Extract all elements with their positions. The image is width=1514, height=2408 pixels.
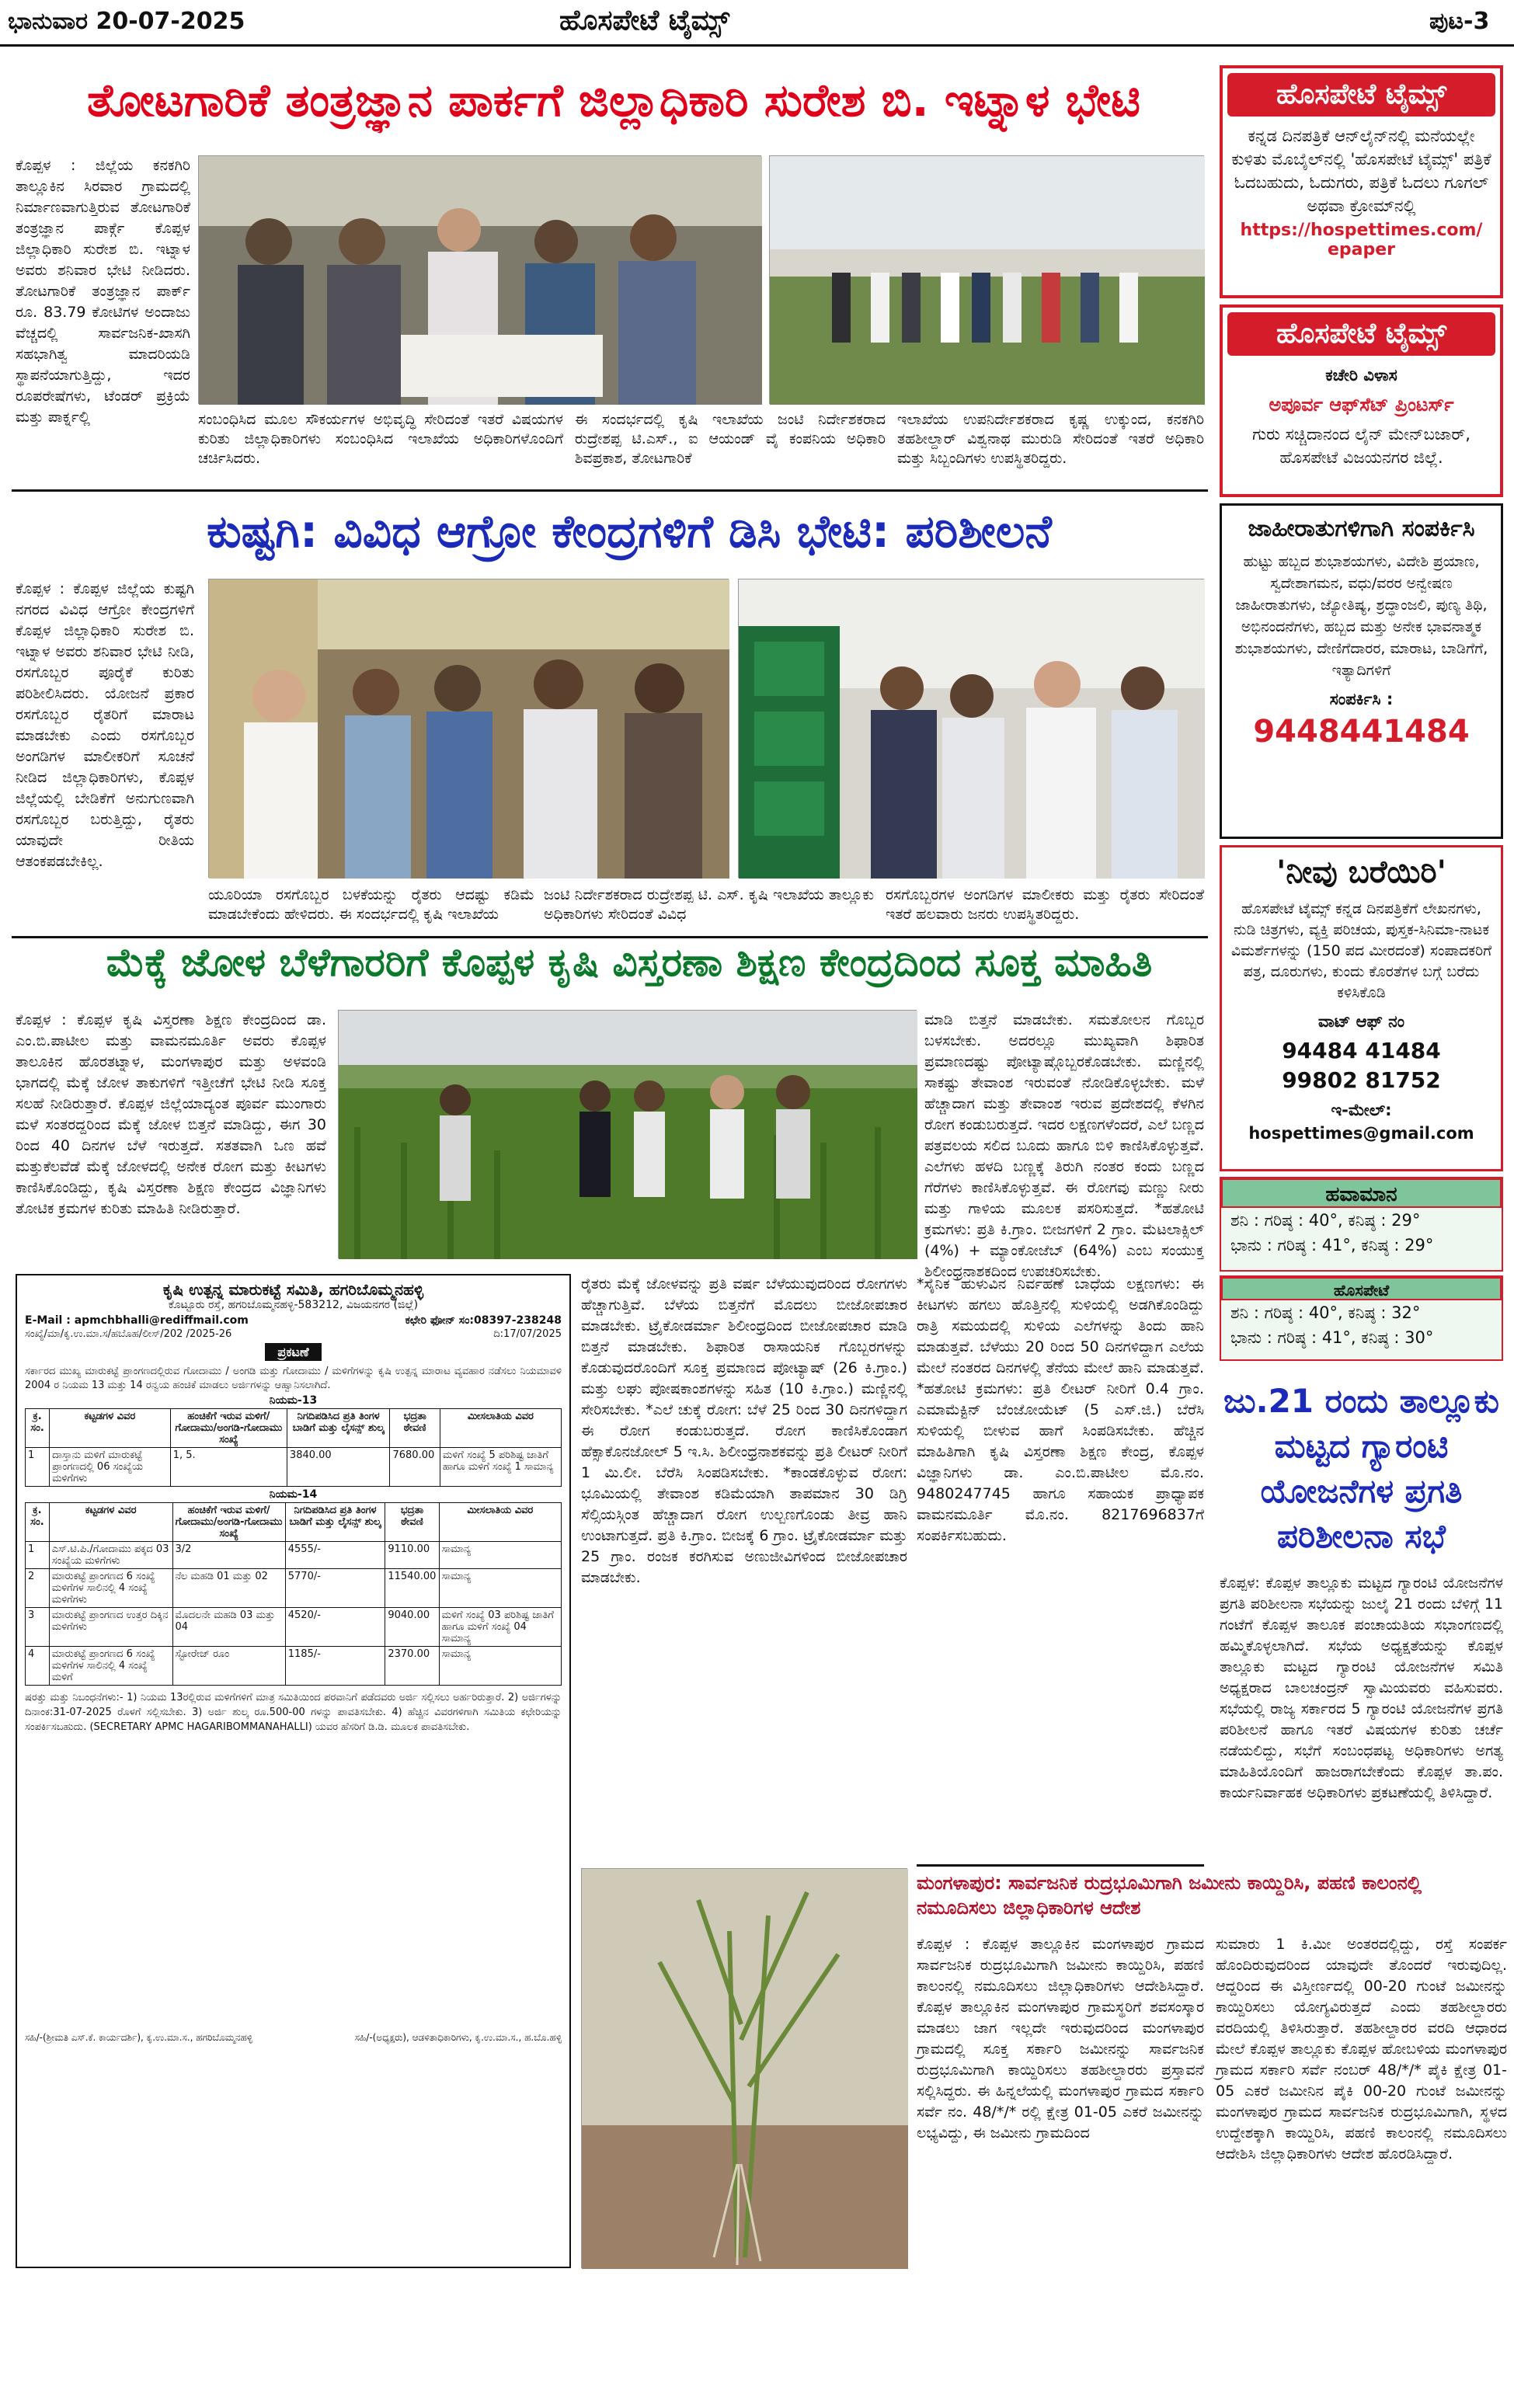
- apmc-table-14: [25, 1502, 562, 1686]
- cell: 4555/-: [285, 1542, 385, 1569]
- cell: 3840.00: [287, 1448, 390, 1487]
- epaper-url[interactable]: https://hospettimes.com/: [1240, 221, 1483, 240]
- story4-body-right: ಸುಮಾರು 1 ಕಿ.ಮೀ ಅಂತರದಲ್ಲಿದ್ದು, ರಸ್ತೆ ಸಂಪರ್ಕ ಹೊಂದಿರುವುದರಿಂದ ಯಾವುದೇ ತೊಂದರೆ ಇರುವುದಿಲ್ಲ. ಆದ್ದರಿಂದ ಈ ವಿಸ್ತೀರ್ಣದಲ್ಲಿ 00-20 ಗುಂಟೆ ಜಮೀನನ್ನು ಕಾಯ್ದಿರಿಸಲು ಯೋಗ್ಯವಿರುತ್ತದೆ ಎಂದು ತಹಶೀಲ್ದಾರರು ವರದಿಯಲ್ಲಿ ತಿಳಿಸಿರುತ್ತಾರೆ. ತಹಶೀಲ್ದಾರರ ವರದಿ ಆಧಾರದ ಮೇಲೆ ಕೊಪ್ಪಳ ತಾಲ್ಲೂಕು ಕೊಪ್ಪಳ ಹೋಬಳಿಯ ಮಂಗಳಾಪುರ ಗ್ರಾಮದ ಸರ್ಕಾರಿ ಸರ್ವೆ ನಂಬರ್ 48/*/* ಪೈಕಿ ಕ್ಷೇತ್ರ 01-05 ಎಕರೆ ಜಮೀನಿನ ಪೈಕಿ 00-20 ಗುಂಟೆ ಜಮೀನನ್ನು ಮಂಗಳಾಪುರ ಗ್ರಾಮದ ಸಾರ್ವಜನಿಕ ರುದ್ರಭೂಮಿಗಾಗಿ, ಸ್ಥಳದ ಉದ್ದೇಶಕ್ಕಾಗಿ ಕಾಯ್ದಿರಿಸಿ, ಪಹಣಿ ಕಾಲಂನಲ್ಲಿ ನಮೂದಿಸಲು ಆದೇಶಿಸಿ ಜಿಲ್ಲಾಧಿಕಾರಿಗಳು ಆದೇಶ ಹೊರಡಿಸಿದ್ದಾರೆ.: [1216, 1936, 1507, 2163]
- story3-body-right1: ಮಾಡಿ ಬಿತ್ತನೆ ಮಾಡಬೇಕು. ಸಮತೋಲನ ಗೊಬ್ಬರ ಬಳಸಬೇಕು. ಅದರಲ್ಲೂ ಮುಖ್ಯವಾಗಿ ಶಿಫಾರಿತ ಪ್ರಮಾಣದಷ್ಟು ಪೋಟ್ಯಾಷ್ಗೊಬ್ಬರಕೊಡಬೇಕು. ಮಣ್ಣಿನಲ್ಲಿ ಸಾಕಷ್ಟು ತೇವಾಂಶ ಇರುವಂತೆ ನೋಡಿಕೊಳ್ಳಬೇಕು. ಮಳೆ ಹೆಚ್ಚಾದಾಗ ಮತ್ತು ತೇವಾಂಶ ಇರುವ ಪ್ರದೇಶದಲ್ಲಿ ಕೆಳಗಿನ ರೋಗ ಕಂಡುಬರುತ್ತದೆ. ಇದರ ಲಕ್ಷಣಗಳೆಂದರೆ, ಎಲೆ ಬಣ್ಣದ ಪತ್ರವಲಯ ಸಲಿದ ಬೂದು ಹಾಗೂ ಬಿಳಿ ಕಾಣಿಸಿಕೊಳ್ಳುತ್ತವೆ. ಎಲೆಗಳು ಹಳದಿ ಬಣ್ಣಕ್ಕೆ ತಿರುಗಿ ನಂತರ ಕಂದು ಬಣ್ಣದ ಗೆರೆಗಳು ಕಾಣಿಸಿಕೊಳ್ಳುತ್ತವೆ. ಈ ರೋಗವು ಮಣ್ಣು ನೀರು ಮತ್ತು ಗಾಳಿಯ ಮೂಲಕ ಪಸರಿಸುತ್ತದೆ. *ಹತೋಟಿ ಕ್ರಮಗಳು: ಪ್ರತಿ ಕಿ.ಗ್ರಾಂ. ಬೀಜಗಳಿಗೆ 2 ಗ್ರಾಂ. ಮೆಟಲಾಕ್ಸಿಲ್ (4%) + ಮ್ಯಾಂಕೋಜೆಬ್ (64%) ಎಂಬ ಸಂಯುಕ್ತ ಶಿಲೀಂಧ್ರನಾಶಕದಿಂದ ಉಪಚರಿಸಬೇಕು.: [924, 1011, 1204, 1280]
- cell: 1185/-: [285, 1647, 385, 1686]
- writer-phone1: 94484 41484: [1282, 1038, 1441, 1063]
- story1-caption3: ಇಲಾಖೆಯ ಉಪನಿರ್ದೇಶಕರಾದ ಕೃಷ್ಣ ಉಕ್ಕುಂದ, ಕನಕಗಿರಿ ತಹಶೀಲ್ದಾರ್ ವಿಶ್ವನಾಥ ಮುರುಡಿ ಸೇರಿದಂತೆ ಇತರೆ ಅಧಿಕಾರಿ ಮತ್ತು ಸಿಬ್ಬಂದಿಗಳು ಉಪಸ್ಥಿತರಿದ್ದರು.: [897, 411, 1204, 467]
- story1-headline: ತೋಟಗಾರಿಕೆ ತಂತ್ರಜ್ಞಾನ ಪಾರ್ಕಗೆ ಜಿಲ್ಲಾಧಿಕಾರಿ ಸುರೇಶ ಬಿ. ಇಟ್ನಾಳ ಭೇಟಿ: [86, 74, 1141, 127]
- col-header: ಮೀಸಲಾತಿಯ ವಿವರ: [439, 1503, 561, 1542]
- ads-text: ಹುಟ್ಟು ಹಬ್ಬದ ಶುಭಾಶಯಗಳು, ವಿದೇಶಿ ಪ್ರಯಾಣ, ಸ್ವದೇಶಾಗಮನ, ವಧು/ವರರ ಅನ್ವೇಷಣ ಜಾಹೀರಾತುಗಳು, ಜ್ಯೋತಿಷ್ಯ, ಶ್ರದ್ಧಾಂಜಲಿ, ಪುಣ್ಯ ತಿಥಿ, ಅಭಿನಂದನೆಗಳು, ಹಬ್ಬದ ಮತ್ತು ಅನೇಕ ಭಾವನಾತ್ಮಕ ಶುಭಾಶಯಗಳು, ದೇಣಿಗೆದಾರರ, ಮಾರಾಟ, ಬಾಡಿಗೆಗೆ, ಇತ್ಯಾದಿಗಳಿಗೆ: [1234, 553, 1488, 679]
- table-row: [26, 1542, 562, 1569]
- weather-row: ಶನಿ : ಗರಿಷ್ಠ : 40°, ಕನಿಷ್ಠ : 29°: [1230, 1211, 1421, 1230]
- cell: 3/2: [172, 1542, 285, 1569]
- divider: [12, 489, 1208, 492]
- story3-body-mid: ರೈತರು ಮೆಕ್ಕೆ ಜೋಳವನ್ನು ಪ್ರತಿ ವರ್ಷ ಬೆಳೆಯುವುದರಿಂದ ರೋಗಗಳು ಹೆಚ್ಚಾಗುತ್ತಿವೆ. ಬೆಳೆಯ ಬಿತ್ತನೆಗೆ ಮೊದಲು ಬೀಜೋಪಚಾರ ಮಾಡಬೇಕು. ಟ್ರೈಕೋಡರ್ಮಾ ಶಿಲೀಂಧ್ರದಿಂದ ಬೀಜೋಪಚಾರ ಮಾಡಿ ಬಿತ್ತನೆ ಮಾಡಬೇಕು. ಶಿಫಾರಿತ ರಾಸಾಯನಿಕ ಗೊಬ್ಬರಗಳನ್ನು ಕೊಡುವುದರೊಂದಿಗೆ ಸೂಕ್ತ ಪ್ರಮಾಣದ ಪೋಟ್ಯಾಷ್ (26 ಕಿ.ಗ್ರಾಂ.) ಮತ್ತು ಲಘು ಪೋಷಕಾಂಶಗಳನ್ನು ಸಹಿತ (10 ಕಿ.ಗ್ರಾಂ.) ಮಣ್ಣಿನಲ್ಲಿ ಸೇರಿಸಬೇಕು. *ಎಲೆ ಚುಕ್ಕೆ ರೋಗ: ಬೆಳೆ 25 ರಿಂದ 30 ದಿನಗಳಿದ್ದಾಗ ಈ ರೋಗ ಕಂಡುಬರುತ್ತದೆ. ರೋಗ ಕಾಣಿಸಿಕೊಂಡಾಗ ಹೆಕ್ಸಾಕೊನಜೋಲ್ 5 ಇ.ಸಿ. ಶಿಲೀಂಧ್ರನಾಶಕವನ್ನು ಪ್ರತಿ ಲೀಟರ್ ನೀರಿಗೆ 1 ಮಿ.ಲೀ. ಬೆರೆಸಿ ಸಿಂಪಡಿಸಬೇಕು. *ಕಾಂಡಕೊಳ್ಳುವ ರೋಗ: ಭೂಮಿಯಲ್ಲಿ ತೇವಾಂಶ ಕಡಿಮೆಯಾಗಿ ತಾಪಮಾನ 30 ಡಿಗ್ರಿ ಸೆಲ್ಸಿಯಸ್ಗಿಂತ ಹೆಚ್ಚಾದಾಗ ರೋಗ ಉಲ್ಬಣಗೊಂಡು ತೀವ್ರ ಹಾನಿ ಉಂಟಾಗುತ್ತದೆ. ಪ್ರತಿ ಕಿ.ಗ್ರಾಂ. ಬೀಜಕ್ಕೆ 6 ಗ್ರಾಂ. ಟ್ರೈಕೋಡರ್ಮಾ ಮತ್ತು 25 ಗ್ರಾಂ. ರಂಜಕ ಕರಗಿಸುವ ಅಣುಜೀವಿಗಳಿಂದ ಬೀಜೋಪಚಾರ ಮಾಡಬೇಕು.: [581, 1275, 907, 1586]
- cell: 9110.00: [385, 1542, 439, 1569]
- weather-box: [1220, 1177, 1503, 1272]
- guarantee-body: ಕೊಪ್ಪಳ: ಕೊಪ್ಪಳ ತಾಲ್ಲೂಕು ಮಟ್ಟದ ಗ್ಯಾರಂಟಿ ಯೋಜನೆಗಳ ಪ್ರಗತಿ ಪರಿಶೀಲನಾ ಸಭೆಯನ್ನು ಜುಲೈ 21 ರಂದು ಬೆಳಿಗ್ಗೆ 11 ಗಂಟೆಗೆ ಕೊಪ್ಪಳ ತಾಲೂಕ ಪಂಚಾಯತಿಯ ಸಭಾಂಗಣದಲ್ಲಿ ಹಮ್ಮಿಕೊಳ್ಳಲಾಗಿದೆ. ಸಭೆಯ ಅಧ್ಯಕ್ಷತೆಯನ್ನು ಕೊಪ್ಪಳ ತಾಲ್ಲೂಕು ಮಟ್ಟದ ಗ್ಯಾರಂಟಿ ಯೋಜನೆಗಳ ಸಮಿತಿ ಅಧ್ಯಕ್ಷರಾದ ಬಾಲಚಂದ್ರನ್ ಸ್ವಾಮಿಯವರು ವಹಿಸುವರು. ಸಭೆಯಲ್ಲಿ ರಾಜ್ಯ ಸರ್ಕಾರದ 5 ಗ್ಯಾರಂಟಿ ಯೋಜನೆಗಳ ಪ್ರಗತಿ ಪರಿಶೀಲನೆ ಹಾಗೂ ಇತರೆ ವಿಷಯಗಳ ಕುರಿತು ಚರ್ಚೆ ನಡೆಯಲಿದ್ದು, ಸಭೆಗೆ ಸಂಬಂಧಪಟ್ಟ ಅಧಿಕಾರಿಗಳು ಅಗತ್ಯ ಮಾಹಿತಿಯೊಂದಿಗೆ ಹಾಜರಾಗಬೇಕೆಂದು ಕೊಪ್ಪಳ ತಾ.ಪಂ. ಕಾರ್ಯನಿರ್ವಾಹಕ ಅಧಿಕಾರಿಗಳು ಪ್ರಕಟಣೆಯಲ್ಲಿ ತಿಳಿಸಿದ್ದಾರೆ.: [1220, 1575, 1503, 1801]
- story2-body: ಕೊಪ್ಪಳ : ಕೊಪ್ಪಳ ಜಿಲ್ಲೆಯ ಕುಷ್ಟಗಿ ನಗರದ ವಿವಿಧ ಆಗ್ರೋ ಕೇಂದ್ರಗಳಿಗೆ ಕೊಪ್ಪಳ ಜಿಲ್ಲಾಧಿಕಾರಿ ಸುರೇಶ ಬಿ. ಇಟ್ನಾಳ ಅವರು ಶನಿವಾರ ಭೇಟಿ ನೀಡಿ, ರಸಗೊಬ್ಬರ ಪೂರೈಕೆ ಕುರಿತು ಪರಿಶೀಲಿಸಿದರು. ಯೋಜನೆ ಪ್ರಕಾರ ರಸಗೊಬ್ಬರ ರೈತರಿಗೆ ಮಾರಾಟ ಮಾಡಬೇಕು ಎಂದು ರಸಗೊಬ್ಬರ ಅಂಗಡಿಗಳ ಮಾಲೀಕರಿಗೆ ಸೂಚನೆ ನೀಡಿದ ಜಿಲ್ಲಾಧಿಕಾರಿಗಳು, ಕೊಪ್ಪಳ ಜಿಲ್ಲೆಯಲ್ಲಿ ಬೇಡಿಕೆಗೆ ಅನುಗುಣವಾಗಿ ರಸಗೊಬ್ಬರ ಬರುತ್ತಿದ್ದು, ರೈತರು ಯಾವುದೇ ರೀತಿಯ ಆತಂಕಪಡಬೇಕಿಲ್ಲ.: [16, 580, 194, 870]
- story1-photo-officials: [198, 155, 761, 404]
- cell: 11540.00: [385, 1569, 439, 1608]
- col-header: ಭದ್ರತಾ ಠೇವಣಿ: [390, 1409, 440, 1448]
- story2-caption3: ರಸಗೊಬ್ಬರಗಳ ಅಂಗಡಿಗಳ ಮಾಲೀಕರು ಮತ್ತು ರೈತರು ಸೇರಿದಂತೆ ಇತರೆ ಹಲವಾರು ಜನರು ಉಪಸ್ಥಿತರಿದ್ದರು.: [886, 886, 1204, 923]
- cell: ಸಾಮಾನ್ಯ: [439, 1542, 561, 1569]
- printer-name: ಅಪೂರ್ವ ಆಫ್‌ಸೆಟ್ ಪ್ರಿಂಟರ್ಸ್: [1269, 394, 1454, 416]
- apmc-rule13: ನಿಯಮ-13: [269, 1394, 318, 1407]
- page-number: ಪುಟ-3: [1429, 8, 1490, 35]
- office-address: ಗುರು ಸಚ್ಚಿದಾನಂದ ಲೈನ್ ಮೇನ್‌ಬಜಾರ್, ಹೊಸಪೇಟೆ ವಿಜಯನಗರ ಜಿಲ್ಲೆ.: [1252, 425, 1470, 467]
- apmc-ref: ಸಂಖ್ಯೆ/ಮಾ/ಕೃ.ಉ.ಮಾ.ಸ/ಹಬೊಹ/ಲೀಸ್/202 /2025-26: [25, 1328, 232, 1340]
- photo-shop-image: [209, 579, 729, 879]
- divider: [917, 1864, 1204, 1867]
- apmc-terms: ಷರತ್ತು ಮತ್ತು ನಿಬಂಧನೆಗಳು:- 1) ನಿಯಮ 13ರಲ್ಲಿರುವ ಮಳಿಗೆಗಳಿಗೆ ಮಾತ್ರ ಸಮಿತಿಯಿಂದ ಪರವಾನಿಗೆ ಪಡೆದವರು ಅರ್ಜಿ ಸಲ್ಲಿಸಲು ಅರ್ಹರಿರುತ್ತಾರೆ. 2) ಅರ್ಜಿಗಳನ್ನು ದಿನಾಂಕ:31-07-2025 ರೊಳಗೆ ಸಲ್ಲಿಸಬೇಕು. 3) ಅರ್ಜಿ ಶುಲ್ಕ ರೂ.500-00 ಗಳನ್ನು ಪಾವತಿಸಬೇಕು. 4) ಹೆಚ್ಚಿನ ವಿವರಗಳಿಗಾಗಿ ಸಮಿತಿಯ ಕಛೇರಿಯನ್ನು ಸಂಪರ್ಕಿಸಬಹುದು. (SECRETARY APMC HAGARIBOMMANAHALLI) ಯವರ ಹೆಸರಿಗೆ ಡಿ.ಡಿ. ಮೂಲಕ ಪಾವತಿಸಬೇಕು.: [25, 1692, 562, 1733]
- story3-body-left: ಕೊಪ್ಪಳ : ಕೊಪ್ಪಳ ಕೃಷಿ ವಿಸ್ತರಣಾ ಶಿಕ್ಷಣ ಕೇಂದ್ರದಿಂದ ಡಾ. ಎಂ.ಬಿ.ಪಾಟೀಲ ಮತ್ತು ವಾಮನಮೂರ್ತಿ ಅವರು ಕೊಪ್ಪಳ ತಾಲೂಕಿನ ಹೊರತಟ್ನಾಳ, ಮಂಗಳಾಪುರ ಮತ್ತು ಅಳವಂಡಿ ಭಾಗದಲ್ಲಿ ಮೆಕ್ಕೆ ಜೋಳ ತಾಕುಗಳಿಗೆ ಇತ್ತೀಚೆಗೆ ಭೇಟಿ ನೀಡಿ ಸೂಕ್ತ ಸಲಹೆ ನೀಡಿರುತ್ತಾರೆ. ಕೊಪ್ಪಳ ಜಿಲ್ಲೆಯಾದ್ಯಂತ ಪೂರ್ವ ಮುಂಗಾರು ಮಳೆ ಸಂತರದ್ದರಿಂದ ಮೆಕ್ಕೆ ಜೋಳ ಬಿತ್ತನೆ ಮಾಡಿದ್ದು, ಈಗ 30 ರಿಂದ 40 ದಿನಗಳ ಬೆಳೆ ಇರುತ್ತದೆ. ಸತತವಾಗಿ ಒಣ ಹವೆ ಮತ್ತುಕೆಲವೆಡೆ ಮೆಕ್ಕೆ ಜೋಳದಲ್ಲಿ ಅನೇಕ ರೋಗ ಮತ್ತು ಕೀಟಗಳು ಕಾಣಿಸಿಕೊಂಡಿದ್ದು, ಕೃಷಿ ವಿಸ್ತರಣಾ ಶಿಕ್ಷಣ ಕೇಂದ್ರದ ವಿಜ್ಞಾನಿಗಳು ತೋಟಿಕ ಕ್ರಮಗಳ ಕುರಿತು ಮಾಹಿತಿ ನೀಡಿರುತ್ತಾರೆ.: [16, 1011, 326, 1217]
- apmc-notice: [16, 1274, 571, 2268]
- guarantee-headline: ಜು.21 ರಂದು ತಾಲ್ಲೂಕು ಮಟ್ಟದ ಗ್ಯಾರಂಟಿ ಯೋಜನೆಗಳ ಪ್ರಗತಿ ಪರಿಶೀಲನಾ ಸಭೆ: [1223, 1382, 1499, 1555]
- email-label: ಇ-ಮೇಲ್:: [1331, 1101, 1392, 1119]
- cell: ದಾಸ್ತಾನು ಮಳಿಗೆ ಮಾರುಕಟ್ಟೆ ಪ್ರಾಂಗಣದಲ್ಲಿ 06 ಸಂಖ್ಯೆಯ ಮಳಿಗೆಗಳು: [50, 1448, 171, 1487]
- photo-plant-image: [582, 1869, 908, 2269]
- col-header: ನಿಗದಿಪಡಿಸಿದ ಪ್ರತಿ ತಿಂಗಳ ಬಾಡಿಗೆ ಮತ್ತು ಲೈಸನ್ಸ್ ಶುಲ್ಕ: [287, 1409, 390, 1448]
- story2-photo-godown: [738, 579, 1204, 878]
- apmc-notice-label: ಪ್ರಕಟಣೆ: [265, 1343, 321, 1361]
- weather-row: ಭಾನು : ಗರಿಷ್ಠ : 41°, ಕನಿಷ್ಠ : 29°: [1230, 1236, 1434, 1254]
- col-header: ನಿಗದಿಪಡಿಸಿದ ಪ್ರತಿ ತಿಂಗಳ ಬಾಡಿಗೆ ಮತ್ತು ಲೈಸನ್ಸ್ ಶುಲ್ಕ: [285, 1503, 385, 1542]
- ads-contact: ಸಂಪರ್ಕಿಸಿ :: [1329, 690, 1394, 708]
- epaper-box: [1220, 65, 1503, 298]
- story2-photo-shop: [208, 579, 729, 878]
- cell: ಸಾಮಾನ್ಯ: [439, 1647, 561, 1686]
- office-box: [1220, 304, 1503, 497]
- apmc-sign-left: ಸಹಿ/-(ಶ್ರೀಮತಿ ಎಸ್.ಕೆ. ಕಾರ್ಯದರ್ಶಿ), ಕೃ.ಉ.ಮಾ.ಸ., ಹಗರಿಬೊಮ್ಮನಹಳ್ಳಿ: [25, 2032, 253, 2043]
- col-header: ಕಟ್ಟಡಗಳ ವಿವರ: [49, 1503, 172, 1542]
- cell: 7680.00: [390, 1448, 440, 1487]
- cell: ಸಾಮಾನ್ಯ: [439, 1569, 561, 1608]
- col-header: ಭದ್ರತಾ ಠೇವಣಿ: [385, 1503, 439, 1542]
- col-header: ಕ್ರ. ಸಂ.: [26, 1503, 50, 1542]
- apmc-ref-date: ದಿ:17/07/2025: [493, 1328, 562, 1340]
- table-row: [26, 1448, 562, 1487]
- story4-headline: ಮಂಗಳಾಪುರ: ಸಾರ್ವಜನಿಕ ರುದ್ರಭೂಮಿಗಾಗಿ ಜಮೀನು ಕಾಯ್ದಿರಿಸಿ, ಪಹಣಿ ಕಾಲಂನಲ್ಲಿ ನಮೂದಿಸಲು ಜಿಲ್ಲಾಧಿಕಾರಿಗಳ ಆದೇಶ: [917, 1872, 1422, 1919]
- cell: 4520/-: [285, 1608, 385, 1647]
- email-address[interactable]: hospettimes@gmail.com: [1248, 1124, 1474, 1143]
- apmc-table-13: [25, 1408, 562, 1487]
- story4-body-left: ಕೊಪ್ಪಳ : ಕೊಪ್ಪಳ ತಾಲ್ಲೂಕಿನ ಮಂಗಳಾಪುರ ಗ್ರಾಮದ ಸಾರ್ವಜನಿಕ ರುದ್ರಭೂಮಿಗಾಗಿ ಜಮೀನು ಕಾಯ್ದಿರಿಸಿ, ಪಹಣಿ ಕಾಲಂನಲ್ಲಿ ನಮೂದಿಸಲು ಜಿಲ್ಲಾಧಿಕಾರಿಗಳು ಆದೇಶಿಸಿದ್ದಾರೆ. ಕೊಪ್ಪಳ ತಾಲ್ಲೂಕಿನ ಮಂಗಳಾಪುರ ಗ್ರಾಮಸ್ಥರಿಗೆ ಶವಸಂಸ್ಕಾರ ಮಾಡಲು ಜಾಗ ಇಲ್ಲದೇ ಇರುವುದರಿಂದ ಮಂಗಳಾಪುರ ಗ್ರಾಮದಲ್ಲಿ ಸೂಕ್ತ ಸರ್ಕಾರಿ ಜಮೀನನ್ನು ಸಾರ್ವಜನಿಕ ರುದ್ರಭೂಮಿಗಾಗಿ ಕಾಯ್ದಿರಿಸಲು ತಹಶೀಲ್ದಾರರು ಪ್ರಸ್ತಾವನೆ ಸಲ್ಲಿಸಿದ್ದರು. ಈ ಹಿನ್ನಲೆಯಲ್ಲಿ ಮಂಗಳಾಪುರ ಗ್ರಾಮದ ಸರ್ಕಾರಿ ಸರ್ವೆ ನಂ. 48/*/* ರಲ್ಲಿ ಕ್ಷೇತ್ರ 01-05 ಎಕರೆ ಜಮೀನನ್ನು ಲಭ್ಯವಿದ್ದು, ಈ ಜಮೀನು ಗ್ರಾಮದಿಂದ: [917, 1936, 1204, 2142]
- ads-box: [1220, 503, 1503, 839]
- divider: [12, 936, 1208, 938]
- apmc-address: ಕೊಟ್ಟೂರು ರಸ್ತೆ, ಹಗರಿಬೊಮ್ಮನಹಳ್ಳಿ-583212, ವಿಜಯನಗರ (ಜಿಲ್ಲೆ): [168, 1299, 419, 1311]
- epaper-label: epaper: [1327, 240, 1396, 259]
- writer-phone2: 99802 81752: [1282, 1067, 1441, 1093]
- photo-godown-image: [739, 579, 1205, 879]
- masthead: [0, 0, 1514, 47]
- table-row: [26, 1608, 562, 1647]
- cell: 1, 5.: [170, 1448, 287, 1487]
- story1-caption2: ಈ ಸಂದರ್ಭದಲ್ಲಿ ಕೃಷಿ ಇಲಾಖೆಯ ಜಂಟಿ ನಿರ್ದೇಶಕರಾದ ರುದ್ರೇಶಪ್ಪ ಟಿ.ಎಸ್., ಐ ಆಯಂಡ್ ವೈ ಕಂಪನಿಯ ಅಧಿಕಾರಿ ಶಿವಪ್ರಕಾಶ, ತೋಟಗಾರಿಕೆ: [575, 411, 886, 467]
- col-header: ಕಟ್ಟಡಗಳ ವಿವರ: [50, 1409, 171, 1448]
- photo-site-image: [770, 156, 1205, 405]
- story1-body: ಕೊಪ್ಪಳ : ಜಿಲ್ಲೆಯ ಕನಕಗಿರಿ ತಾಲ್ಲೂಕಿನ ಸಿರವಾರ ಗ್ರಾಮದಲ್ಲಿ ನಿರ್ಮಾಣವಾಗುತ್ತಿರುವ ತೋಟಗಾರಿಕೆ ತಂತ್ರಜ್ಞಾನ ಪಾರ್ಕ್ಗೆ ಕೊಪ್ಪಳ ಜಿಲ್ಲಾಧಿಕಾರಿ ಸುರೇಶ ಬಿ. ಇಟ್ನಾಳ ಅವರು ಶನಿವಾರ ಭೇಟಿ ನೀಡಿದರು. ತೋಟಗಾರಿಕೆ ತಂತ್ರಜ್ಞಾನ ಪಾರ್ಕ್ ರೂ. 83.79 ಕೋಟಿಗಳ ಅಂದಾಜು ವೆಚ್ಚದಲ್ಲಿ ಸಾರ್ವಜನಿಕ-ಖಾಸಗಿ ಸಹಭಾಗಿತ್ವ ಮಾದರಿಯಡಿ ಸ್ಥಾಪನೆಯಾಗುತ್ತಿದ್ದು, ಇದರ ರೂಪರೇಷೆಗಳು, ಟೆಂಡರ್ ಪ್ರಕ್ರಿಯೆ ಮತ್ತು ಪಾರ್ಕ್ನಲ್ಲಿ: [16, 157, 190, 426]
- sidebar-logo: ಹೊಸಪೇಟೆ ಟೈಮ್ಸ್: [1227, 312, 1495, 356]
- weather-box-hospet: [1220, 1275, 1503, 1361]
- apmc-sign-right: ಸಹಿ/-(ಅಧ್ಯಕ್ಷರು), ಆಡಳಿತಾಧಿಕಾರಿಗಳು, ಕೃ.ಉ.ಮಾ.ಸ., ಹ.ಬೊ.ಹಳ್ಳಿ: [354, 2032, 562, 2043]
- story2-caption2: ಜಂಟಿ ನಿರ್ದೇಶಕರಾದ ರುದ್ರೇಶಪ್ಪ ಟಿ. ಎಸ್. ಕೃಷಿ ಇಲಾಖೆಯ ತಾಲ್ಲೂಕು ಅಧಿಕಾರಿಗಳು ಸೇರಿದಂತೆ ವಿವಿಧ: [544, 886, 874, 923]
- cell: ಮಾರುಕಟ್ಟೆ ಪ್ರಾಂಗಣದ 6 ಸಂಖ್ಯೆ ಮಳಿಗೆಗಳ ಸಾಲಿನಲ್ಲಿ 4 ಸಂಖ್ಯೆ ಮಳಿಗೆಗಳು: [49, 1569, 172, 1608]
- cell: ಸ್ಟೋರೇಜ್ ರೂಂ: [172, 1647, 285, 1686]
- apmc-rule14: ನಿಯಮ-14: [269, 1488, 318, 1501]
- cell: ಮೊದಲನೇ ಮಹಡಿ 03 ಮತ್ತು 04: [172, 1608, 285, 1647]
- sidebar-logo: ಹೊಸಪೇಟೆ ಟೈಮ್ಸ್: [1227, 73, 1495, 117]
- story2-headline: ಕುಷ್ಟಗಿ: ವಿವಿಧ ಆಗ್ರೋ ಕೇಂದ್ರಗಳಿಗೆ ಡಿಸಿ ಭೇಟಿ: ಪರಿಶೀಲನೆ: [207, 505, 1052, 558]
- story1-photo-site: [769, 155, 1204, 404]
- photo-field-image: [339, 1011, 917, 1259]
- cell: ನೆಲ ಮಹಡಿ 01 ಮತ್ತು 02: [172, 1569, 285, 1608]
- col-header: ಕ್ರ. ಸಂ.: [26, 1409, 50, 1448]
- col-header: ಮೀಸಲಾತಿಯ ವಿವರ: [440, 1409, 561, 1448]
- cell: 1: [26, 1448, 50, 1487]
- cell: 4: [26, 1647, 50, 1686]
- writer-box: [1220, 845, 1503, 1171]
- cell: 3: [26, 1608, 50, 1647]
- story3-photo-field: [338, 1010, 917, 1258]
- weather-row: ಶನಿ : ಗರಿಷ್ಠ : 40°, ಕನಿಷ್ಠ : 32°: [1230, 1303, 1421, 1322]
- paper-name: ಹೊಸಪೇಟೆ ಟೈಮ್ಸ್: [559, 5, 730, 37]
- cell: ಮಾರುಕಟ್ಟೆ ಪ್ರಾಂಗಣದ 6 ಸಂಖ್ಯೆ ಮಳಿಗೆಗಳ ಸಾಲಿನಲ್ಲಿ 4 ಸಂಖ್ಯೆ ಮಳಿಗೆ: [49, 1647, 172, 1686]
- cell: ಮಾರುಕಟ್ಟೆ ಪ್ರಾಂಗಣದ ಉತ್ತರ ದಿಕ್ಕಿನ ಮಳಿಗೆಗಳು: [49, 1608, 172, 1647]
- story3-headline: ಮೆಕ್ಕೆ ಜೋಳ ಬೆಳೆಗಾರರಿಗೆ ಕೊಪ್ಪಳ ಕೃಷಿ ವಿಸ್ತರಣಾ ಶಿಕ್ಷಣ ಕೇಂದ್ರದಿಂದ ಸೂಕ್ತ ಮಾಹಿತಿ: [106, 940, 1153, 985]
- cell: 2370.00: [385, 1647, 439, 1686]
- story3-photo-plant: [581, 1868, 907, 2268]
- apmc-title: ಕೃಷಿ ಉತ್ಪನ್ನ ಮಾರುಕಟ್ಟೆ ಸಮಿತಿ, ಹಗರಿಬೊಮ್ಮನಹಳ್ಳಿ: [162, 1280, 424, 1299]
- office-label: ಕಚೇರಿ ವಿಳಾಸ: [1325, 366, 1397, 385]
- weather2-title: ಹೊಸಪೇಟೆ: [1221, 1277, 1502, 1300]
- ads-phone: 9448441484: [1253, 714, 1470, 750]
- col-header: ಹಂಚಿಕೆಗೆ ಇರುವ ಮಳಿಗೆ/ಗೋದಾಮು/ಅಂಗಡಿ-ಗೋದಾಮು ಸಂಖ್ಯೆ: [170, 1409, 287, 1448]
- story3-body-right2: *ಸೈನಿಕ ಹುಳುವಿನ ನಿರ್ವಹಣೆ ಬಾಧೆಯ ಲಕ್ಷಣಗಳು: ಈ ಕೀಟಗಳು ಹಗಲು ಹೊತ್ತಿನಲ್ಲಿ ಸುಳಿಯಲ್ಲಿ ಅಡಗಿಕೊಂಡಿದ್ದು ರಾತ್ರಿ ಸಮಯದಲ್ಲಿ ಸುಳಿಯ ಎಲೆಗಳನ್ನು ತಿಂದು ಹಾನಿ ಮಾಡುತ್ತವೆ. ಬೆಳೆಯು 20 ರಿಂದ 50 ದಿನಗಳಿದ್ದಾಗ ಎಲೆಯ ಮೇಲೆ ನಂತರದ ದಿನಗಳಲ್ಲಿ ತೆನೆಯ ಮೇಲೆ ಹಾನಿ ಮಾಡುತ್ತವೆ. *ಹತೋಟಿ ಕ್ರಮಗಳು: ಪ್ರತಿ ಲೀಟರ್ ನೀರಿಗೆ 0.4 ಗ್ರಾಂ. ಎಮಾಮೆಕ್ಟಿನ್ ಬೆಂಜೋಯೆಟ್ (5 ಎಸ್.ಜಿ.) ಬೆರೆಸಿ ಸುಳಿಯಲ್ಲಿ ಬೀಳುವ ಹಾಗೆ ಸಿಂಪಡಿಸಬೇಕು. ಹೆಚ್ಚಿನ ಮಾಹಿತಿಗಾಗಿ ಕೃಷಿ ವಿಸ್ತರಣಾ ಶಿಕ್ಷಣ ಕೇಂದ್ರ, ಕೊಪ್ಪಳ ವಿಜ್ಞಾನಿಗಳು ಡಾ. ಎಂ.ಬಿ.ಪಾಟೀಲ ಮೊ.ನಂ. 9480247745 ಹಾಗೂ ಸಹಾಯಕ ಪ್ರಾಧ್ಯಾಪಕ ವಾಮನಮೂರ್ತಿ ಮೊ.ನಂ. 8217696837ಗೆ ಸಂಪರ್ಕಿಸಬಹುದು.: [917, 1275, 1204, 1544]
- cell: 9040.00: [385, 1608, 439, 1647]
- ads-title: ಜಾಹೀರಾತುಗಳಿಗಾಗಿ ಸಂಪರ್ಕಿಸಿ: [1248, 515, 1475, 542]
- photo-officials-image: [199, 156, 762, 405]
- weather-title: ಹವಾಮಾನ: [1221, 1178, 1502, 1208]
- weather-row: ಭಾನು : ಗರಿಷ್ಠ : 41°, ಕನಿಷ್ಠ : 30°: [1230, 1328, 1434, 1347]
- table-row: [26, 1569, 562, 1608]
- cell: 2: [26, 1569, 50, 1608]
- epaper-text: ಕನ್ನಡ ದಿನಪತ್ರಿಕೆ ಆನ್‌ಲೈನ್‌ನಲ್ಲಿ ಮನೆಯಲ್ಲೇ ಕುಳಿತು ಮೊಬೈಲ್‌ನಲ್ಲಿ 'ಹೊಸಪೇಟೆ ಟೈಮ್ಸ್' ಪತ್ರಿಕೆ ಓದಬಹುದು, ಓದುಗರು, ಪತ್ರಿಕೆ ಓದಲು ಗೂಗಲ್ ಅಥವಾ ಕ್ರೋಮ್‌ನಲ್ಲಿ: [1231, 127, 1491, 215]
- writer-title: 'ನೀವು ಬರೆಯಿರಿ': [1276, 854, 1446, 890]
- apmc-intro: ಸರ್ಕಾರದ ಮುಖ್ಯ ಮಾರುಕಟ್ಟೆ ಪ್ರಾಂಗಣದಲ್ಲಿರುವ ಗೋದಾಮು / ಅಂಗಡಿ ಮತ್ತು ಗೋದಾಮು / ಮಳಿಗೆಗಳನ್ನು ಕೃಷಿ ಉತ್ಪನ್ನ ಮಾರಾಟ ವ್ಯವಹಾರ ನಡೆಸಲು ನಿಯಮಾವಳಿ 2004 ರ ನಿಯಮ 13 ಮತ್ತು 14 ರನ್ವಯ ಹಂಚಿಕೆ ಮಾಡಲು ಅರ್ಜಿಗಳನ್ನು ಆಹ್ವಾನಿಸಲಾಗಿದೆ.: [25, 1366, 562, 1391]
- apmc-phone: ಕಛೇರಿ ಫೋನ್ ಸಂ:08397-238248: [405, 1314, 562, 1327]
- writer-text: ಹೊಸಪೇಟೆ ಟೈಮ್ಸ್ ಕನ್ನಡ ದಿನಪತ್ರಿಕೆಗೆ ಲೇಖನಗಳು, ನುಡಿ ಚಿತ್ರಗಳು, ವ್ಯಕ್ತಿ ಪರಿಚಯ, ಪುಸ್ತಕ-ಸಿನಿಮಾ-ನಾಟಕ ವಿಮರ್ಶೆಗಳನ್ನು (150 ಪದ ಮೀರದಂತೆ) ಸಂಪಾದಕರಿಗೆ ಪತ್ರ, ದೂರುಗಳು, ಕುಂದು ಕೊರತೆಗಳ ಬಗ್ಗೆ ಬರೆದು ಕಳಿಸಿಕೊಡಿ: [1230, 900, 1492, 1001]
- issue-date: ಭಾನುವಾರ 20-07-2025: [8, 8, 245, 35]
- story2-caption1: ಯೂರಿಯಾ ರಸಗೊಬ್ಬರ ಬಳಕೆಯನ್ನು ರೈತರು ಆದಷ್ಟು ಕಡಿಮೆ ಮಾಡಬೇಕೆಂದು ಹೇಳಿದರು. ಈ ಸಂದರ್ಭದಲ್ಲಿ ಕೃಷಿ ಇಲಾಖೆಯ: [208, 886, 534, 923]
- whatsapp-label: ವಾಟ್ ಆಫ್ ನಂ: [1317, 1012, 1405, 1031]
- cell: ಮಳಿಗೆ ಸಂಖ್ಯೆ 03 ಪರಿಶಿಷ್ಟ ಜಾತಿಗೆ ಹಾಗೂ ಮಳಿಗೆ ಸಂಖ್ಯೆ 04 ಸಾಮಾನ್ಯ: [439, 1608, 561, 1647]
- apmc-email: E-Mail : apmchbhalli@rediffmail.com: [25, 1314, 249, 1327]
- table-row: [26, 1647, 562, 1686]
- story1-caption1: ಸಂಬಂಧಿಸಿದ ಮೂಲ ಸೌಕರ್ಯಗಳ ಅಭಿವೃದ್ಧಿ ಸೇರಿದಂತೆ ಇತರೆ ವಿಷಯಗಳ ಕುರಿತು ಜಿಲ್ಲಾಧಿಕಾರಿಗಳು ಸಂಬಂಧಿಸಿದ ಇಲಾಖೆಯ ಅಧಿಕಾರಿಗಳೊಂದಿಗೆ ಚರ್ಚಿಸಿದರು.: [198, 411, 563, 467]
- col-header: ಹಂಚಿಕೆಗೆ ಇರುವ ಮಳಿಗೆ/ಗೋದಾಮು/ಅಂಗಡಿ-ಗೋದಾಮು ಸಂಖ್ಯೆ: [172, 1503, 285, 1542]
- cell: 5770/-: [285, 1569, 385, 1608]
- cell: 1: [26, 1542, 50, 1569]
- cell: ಎಸ್.ಟಿ.ಪಿ./ಗೋದಾಮು ಪಕ್ಕದ 03 ಸಂಖ್ಯೆಯ ಮಳಿಗೆಗಳು: [49, 1542, 172, 1569]
- cell: ಮಳಿಗೆ ಸಂಖ್ಯೆ 5 ಪರಿಶಿಷ್ಟ ಜಾತಿಗೆ ಹಾಗೂ ಮಳಿಗೆ ಸಂಖ್ಯೆ 1 ಸಾಮಾನ್ಯ: [440, 1448, 561, 1487]
